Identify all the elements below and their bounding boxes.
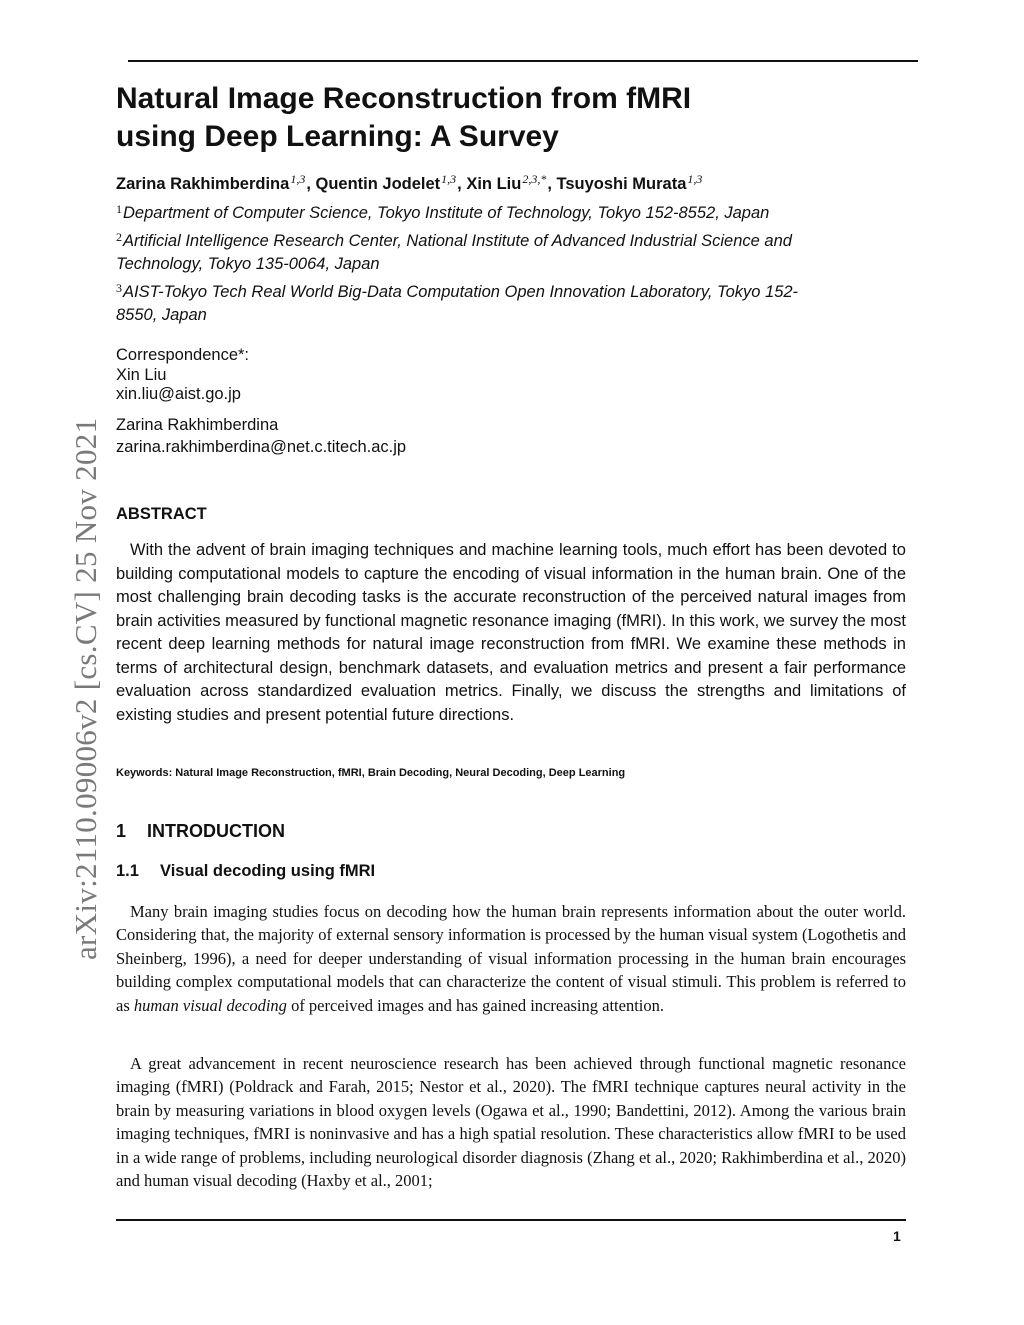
- author-affil-sup: 1,3: [687, 172, 703, 186]
- correspondence-block: [116, 346, 249, 405]
- paragraph-text: of perceived images and has gained increasing attention.: [286, 995, 665, 1015]
- abstract-text: With the advent of brain imaging techniques and machine learning tools, much effort has been devoted to building computational models to capture the encoding of visual information in the human brain. One of the most challenging brain decoding tasks is the accurate reconstruction of the perceived natural images from brain activities measured by functional magnetic resonance imaging (fMRI). In this work, we survey the most recent deep learning methods for natural image reconstruction from fMRI. We examine these methods in terms of architectural design, benchmark datasets, and evaluation metrics and present a fair performance evaluation across standardized evaluation metrics. Finally, we discuss the strengths and limitations of existing studies and present potential future directions.: [116, 541, 906, 724]
- author-name: Zarina Rakhimberdina: [116, 175, 290, 193]
- contact-name: Zarina Rakhimberdina: [116, 416, 279, 434]
- abstract-heading: ABSTRACT: [116, 505, 207, 523]
- subsection-heading-visual-decoding: [116, 862, 375, 881]
- correspondence-email[interactable]: xin.liu@aist.go.jp: [116, 385, 241, 403]
- affiliation-text: AIST-Tokyo Tech Real World Big-Data Computation Open Innovation Laboratory, Tokyo 152-8550, Japan: [116, 282, 799, 324]
- footer-rule: [116, 1219, 906, 1221]
- affiliation-text: Artificial Intelligence Research Center, National Institute of Advanced Industrial Science and Technology, Tokyo 135-0064, Japan: [116, 231, 792, 273]
- correspondence-label: Correspondence*:: [116, 346, 249, 364]
- arxiv-stamp: arXiv:2110.09006v2 [cs.CV] 25 Nov 2021: [68, 417, 103, 960]
- author-sep: ,: [457, 175, 467, 193]
- top-rule: [128, 60, 918, 62]
- author-name: Xin Liu: [466, 175, 522, 193]
- affiliation-number: 1: [116, 202, 122, 216]
- correspondence-name: Xin Liu: [116, 365, 167, 384]
- contact-email[interactable]: zarina.rakhimberdina@net.c.titech.ac.jp: [116, 438, 407, 456]
- title-line-2: using Deep Learning: A Survey: [116, 120, 559, 153]
- affiliation-number: 3: [116, 280, 122, 295]
- intro-paragraph-2: A great advancement in recent neuroscience research has been achieved through functional magnetic resonance imaging (fMRI) (Poldrack and Farah, 2015; Nestor et al., 2020). The fMRI technique captures neural activity in the brain by measuring variations in blood oxygen levels (Ogawa et al., 1990; Bandettini, 2012). Among the various brain imaging techniques, fMRI is noninvasive and has a high spatial resolution. These characteristics allow fMRI to be used in a wide range of problems, including neurological disorder diagnosis (Zhang et al., 2020; Rakhimberdina et al., 2020) and human visual decoding (Haxby et al., 2001;: [116, 1054, 906, 1191]
- author-affil-sup: 1,3: [290, 172, 306, 186]
- author-sep: ,: [547, 175, 557, 193]
- author-sep: ,: [306, 175, 316, 193]
- title-line-1: Natural Image Reconstruction from fMRI: [116, 82, 692, 115]
- affiliation-text: Department of Computer Science, Tokyo Institute of Technology, Tokyo 152-8552, Japan: [123, 204, 770, 222]
- author-name: Tsuyoshi Murata: [556, 175, 687, 193]
- author-name: Quentin Jodelet: [315, 175, 441, 193]
- section-title: INTRODUCTION: [147, 821, 285, 841]
- keywords: Keywords: Natural Image Reconstruction, fMRI, Brain Decoding, Neural Decoding, Deep Learning: [116, 767, 626, 779]
- author-affil-sup: 2,3,*: [522, 172, 547, 186]
- subsection-number: 1.1: [116, 862, 139, 880]
- paper-title: [116, 80, 896, 156]
- author-list: [116, 168, 916, 195]
- affiliations: [116, 198, 836, 328]
- affiliation-1: [116, 198, 836, 226]
- affiliation-2: [116, 226, 836, 277]
- paragraph-text: Many brain imaging studies focus on decoding how the human brain represents information about the outer world. Considering that, the majority of external sensory information is processed by the human visual system (Logothetis and Sheinberg, 1996), a need for deeper understanding of visual information processing in the human brain encourages building complex computational models that can characterize the content of visual stimuli. This problem is referred to as: [116, 902, 906, 1015]
- emphasized-term: human visual decoding: [133, 995, 287, 1015]
- section-heading-introduction: [116, 821, 285, 842]
- author-affil-sup: 1,3: [441, 172, 457, 186]
- subsection-title: Visual decoding using fMRI: [160, 862, 376, 880]
- section-number: 1: [116, 821, 127, 841]
- intro-paragraph-1: [116, 900, 906, 1017]
- second-contact-block: [116, 414, 406, 458]
- page-number: 1: [893, 1228, 901, 1244]
- affiliation-3: [116, 277, 836, 328]
- affiliation-number: 2: [116, 229, 122, 244]
